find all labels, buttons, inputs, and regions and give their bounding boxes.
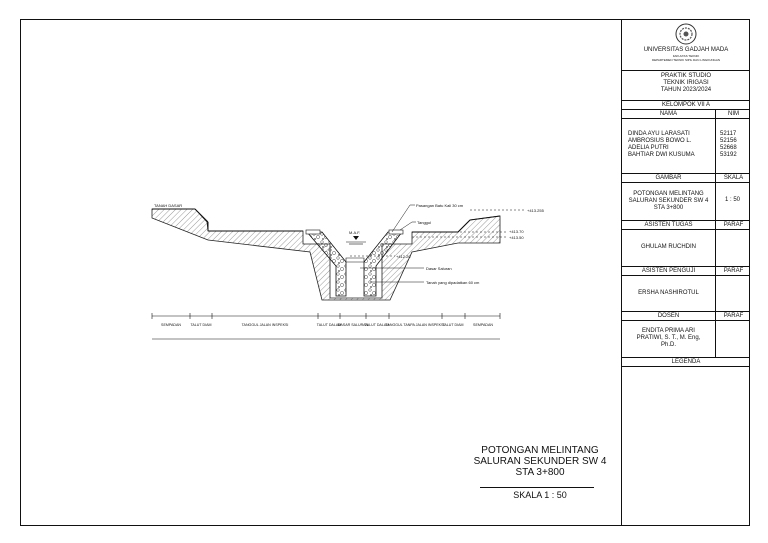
gambar-line: SALURAN SEKUNDER SW 4 <box>628 198 709 204</box>
drawing-title <box>460 445 620 478</box>
label-maf: M.A.F. <box>349 230 361 235</box>
dim-label: TALUT DALAM <box>316 323 342 327</box>
studio-line: TAHUN 2023/2024 <box>660 87 712 93</box>
label-elev-2: +413.70 <box>509 229 524 234</box>
studio-line: PRAKTIK STUDIO <box>660 73 711 79</box>
title-divider <box>480 487 594 488</box>
legenda-label: LEGENDA <box>622 358 750 367</box>
studio-line: TEKNIK IRIGASI <box>663 80 709 86</box>
skala-label: SKALA <box>715 174 751 182</box>
paraf-label: PARAF <box>715 267 751 275</box>
members-header <box>622 110 750 119</box>
member-nim: 52156 <box>720 138 737 144</box>
asisten-tugas-row <box>622 230 750 267</box>
dim-label: SEMPADAN <box>473 323 493 327</box>
dosen-line: Ph.D. <box>660 342 676 348</box>
drawing-title-line: SALURAN SEKUNDER SW 4 <box>473 456 607 467</box>
asisten-penguji-name: ERSHA NASHIROTUL <box>638 290 699 296</box>
label-elev-4: +412.20 <box>396 254 411 259</box>
dosen-label: DOSEN <box>657 313 680 319</box>
label-tanggul: Tanggul <box>417 220 432 225</box>
asisten-penguji-header <box>622 267 750 276</box>
label-tanah-dasar: TANAH DASAR <box>154 203 183 208</box>
dim-label: TANGGUL TANPA JALAN INSPEKSI <box>385 323 445 327</box>
asisten-tugas-header <box>622 221 750 230</box>
member-name: ADELIA PUTRI <box>628 145 669 151</box>
title-block <box>621 19 750 526</box>
dim-label: SEMPADAN <box>161 323 181 327</box>
water-level-marker <box>346 236 366 244</box>
drawing-scale: SKALA 1 : 50 <box>513 490 567 500</box>
department-name: DEPARTEMEN TEKNIK SIPIL DAN LINGKUNGAN <box>651 58 721 62</box>
faculty-name: FAKULTAS TEKNIK <box>672 54 700 58</box>
member-name: AMBROSIUS BOWO L. <box>628 138 692 144</box>
label-pasangan-batu: Pasangan Batu Kali 30 cm <box>416 203 464 208</box>
dim-label: TALUT DIAM <box>190 323 212 327</box>
university-header <box>622 19 750 71</box>
member-nim: 53192 <box>720 152 737 158</box>
skala-value: 1 : 50 <box>724 197 740 203</box>
university-name: UNIVERSITAS GADJAH MADA <box>643 47 729 53</box>
dim-label: TALUT DALAM <box>364 323 390 327</box>
drawing-title-line: POTONGAN MELINTANG <box>481 445 599 456</box>
gambar-header <box>622 174 750 183</box>
dosen-row <box>622 321 750 358</box>
studio-info <box>622 71 750 101</box>
label-tanah-dipadatkan: Tanah yang dipadatkan 60 cm <box>426 280 480 285</box>
paraf-label: PARAF <box>715 312 751 320</box>
asisten-penguji-label: ASISTEN PENGUJI <box>641 268 696 274</box>
nama-label: NAMA <box>659 111 678 117</box>
dim-label: DASAR SALURAN <box>337 323 369 327</box>
members-table <box>622 119 750 174</box>
dosen-line: ENDITA PRIMA ARI <box>642 328 695 334</box>
asisten-tugas-label: ASISTEN TUGAS <box>644 222 693 228</box>
gambar-row <box>622 183 750 221</box>
group-name: KELOMPOK VII A <box>622 101 750 110</box>
nim-label: NIM <box>715 110 751 118</box>
dosen-line: PRATIWI, S. T., M. Eng, <box>636 335 701 341</box>
member-nim: 52117 <box>720 131 737 137</box>
ugm-seal-icon <box>675 23 697 45</box>
gambar-line: STA 3+800 <box>653 205 684 211</box>
drawing-title-line: STA 3+800 <box>515 467 565 478</box>
label-elev-3: +413.50 <box>509 235 524 240</box>
paraf-label: PARAF <box>715 221 751 229</box>
dim-label: TALUT DIAM <box>442 323 464 327</box>
asisten-tugas-name: GHULAM RUCHDIN <box>640 244 696 250</box>
member-name: DINDA AYU LARASATI <box>628 131 690 137</box>
label-elev-1: +413.255 <box>527 208 544 213</box>
gambar-label: GAMBAR <box>655 175 682 181</box>
dim-label: TANGGUL JALAN INSPEKSI <box>241 323 289 327</box>
member-nim: 52668 <box>720 145 737 151</box>
asisten-penguji-row <box>622 276 750 312</box>
gambar-line: POTONGAN MELINTANG <box>633 191 704 197</box>
dosen-header <box>622 312 750 321</box>
label-dasar-saluran: Dasar Saluran <box>426 266 452 271</box>
member-name: BAHTIAR DWI KUSUMA <box>628 152 695 158</box>
